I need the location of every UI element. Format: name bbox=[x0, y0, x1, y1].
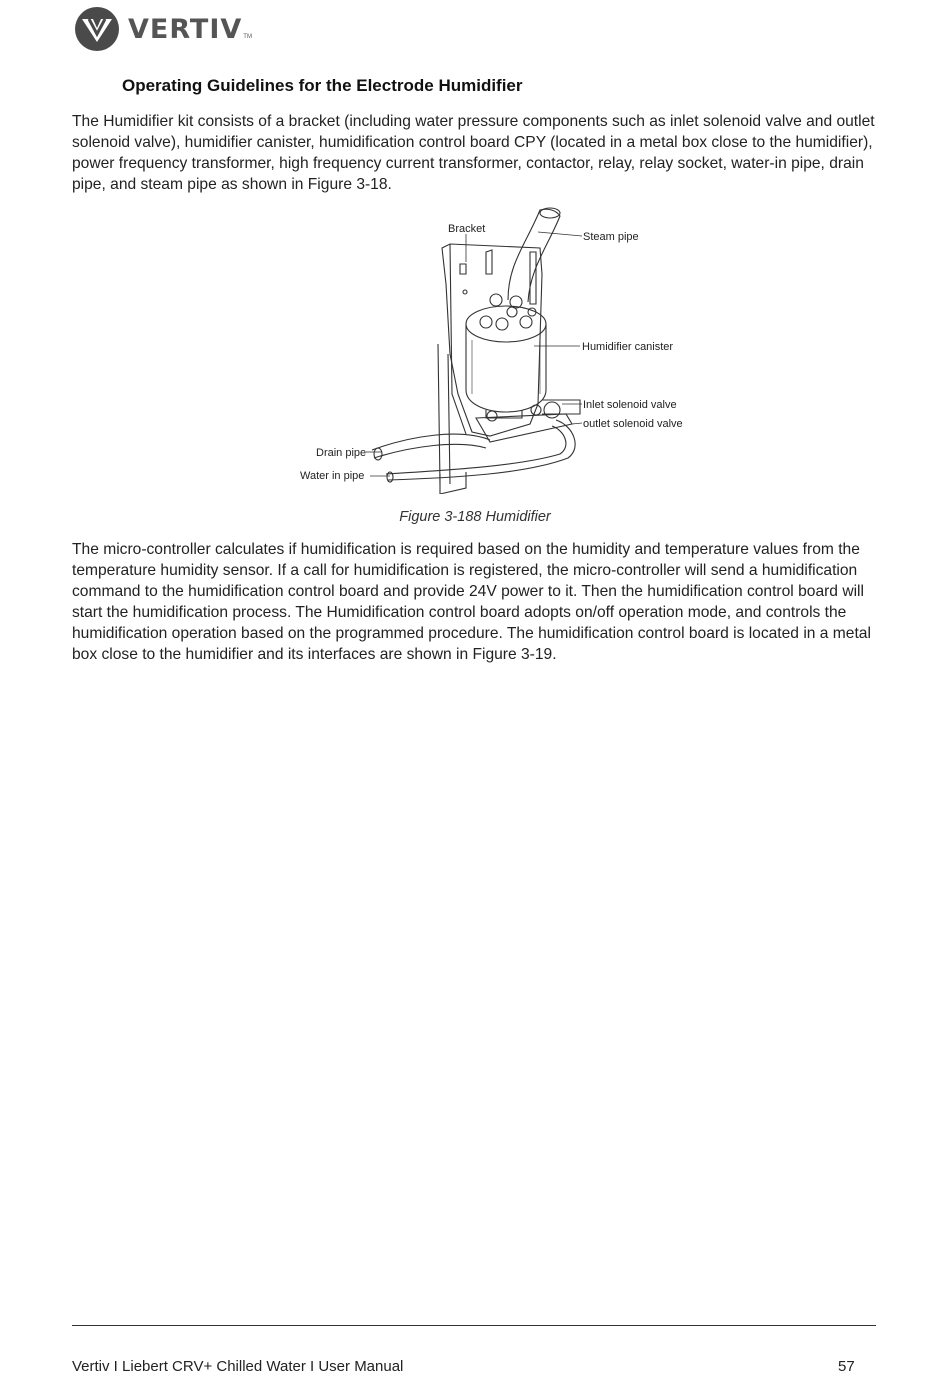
label-bracket: Bracket bbox=[448, 223, 486, 235]
label-water-in-pipe: Water in pipe bbox=[300, 470, 365, 482]
brand-name: VERTIV bbox=[128, 13, 243, 45]
intro-paragraph: The Humidifier kit consists of a bracket (including water pressure components such as inlet solenoid valve and outlet solenoid valve), humidifier canister, humidification control board CPY (located in a metal box close to the humidifier), power frequency transformer, high frequency current transformer, contactor, relay, relay socket, water-in pipe, drain pipe, and steam pipe as shown in Figure 3-18. bbox=[72, 113, 875, 193]
label-steam-pipe: Steam pipe bbox=[583, 231, 639, 243]
controller-paragraph: The micro-controller calculates if humidification is required based on the humidity and temperature values from the temperature humidity sensor. If a call for humidification is registered, the micro-controller will send a humidification command to the humidification control board and provide 24V power to it. Then the humidification control board will start the humidification process. The Humidification control board adopts on/off operation mode, and controls the humidification operation based on the programmed procedure. The humidification control board is located in a metal box close to the humidifier and its interfaces are shown in Figure 3-19. bbox=[72, 541, 871, 663]
footer-text: Vertiv I Liebert CRV+ Chilled Water I User Manual bbox=[72, 1358, 404, 1375]
vertiv-chevron-logo-icon bbox=[74, 6, 120, 52]
steam-pipe-shape bbox=[508, 209, 560, 302]
trademark: TM bbox=[243, 34, 252, 40]
footer-divider bbox=[72, 1325, 876, 1326]
label-canister: Humidifier canister bbox=[582, 341, 674, 353]
humidifier-figure bbox=[290, 204, 710, 494]
label-drain-pipe: Drain pipe bbox=[316, 447, 367, 459]
figure-caption: Figure 3-188 Humidifier bbox=[399, 509, 551, 525]
drain-pipe-shape bbox=[372, 434, 490, 458]
vertiv-logo bbox=[74, 6, 252, 52]
page-number: 57 bbox=[838, 1358, 855, 1375]
section-title: Operating Guidelines for the Electrode Humidifier bbox=[122, 76, 523, 95]
label-inlet-valve: Inlet solenoid valve bbox=[583, 399, 677, 411]
label-outlet-valve: outlet solenoid valve bbox=[583, 418, 683, 430]
